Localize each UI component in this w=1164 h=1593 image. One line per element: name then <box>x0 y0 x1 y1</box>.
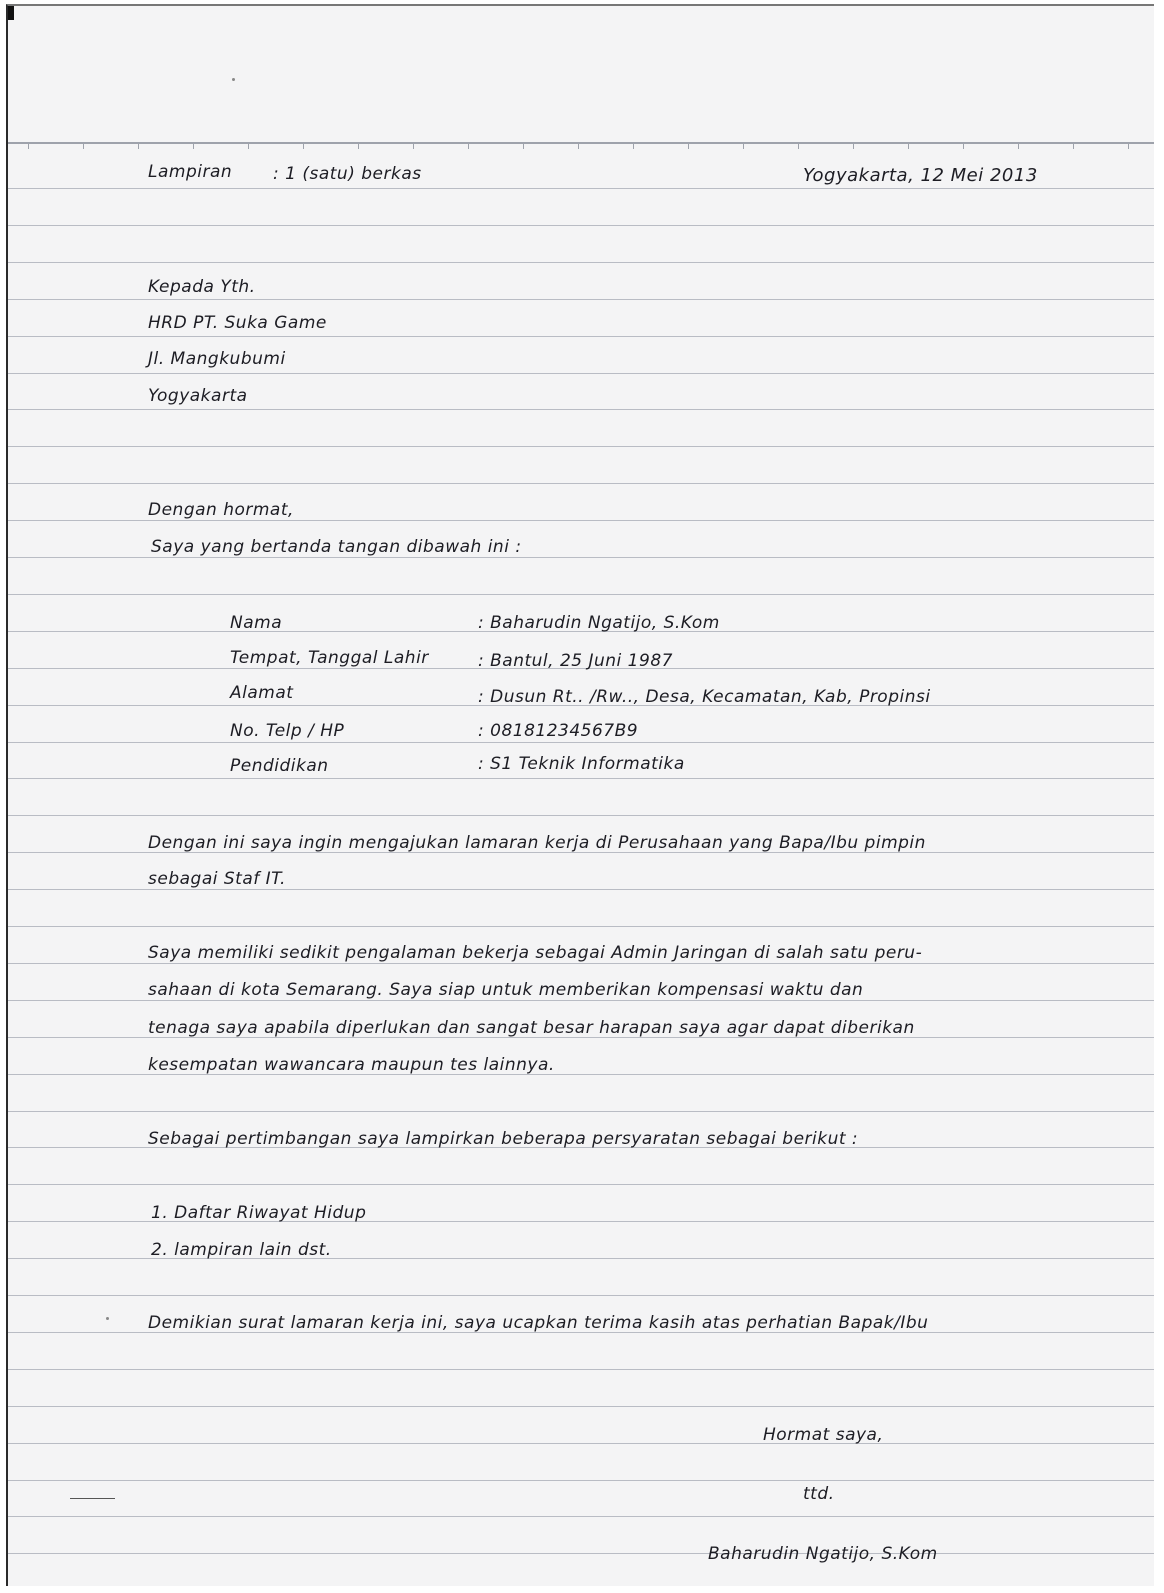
ruled-line <box>8 446 1154 447</box>
paragraph-2-line-4: kesempatan wawancara maupun tes lainnya. <box>148 1055 555 1075</box>
ruled-line <box>8 262 1154 263</box>
ruled-line <box>8 1406 1154 1407</box>
greeting: Dengan hormat, <box>148 500 294 520</box>
top-margin-line <box>8 142 1154 144</box>
intro-line: Saya yang bertanda tangan dibawah ini : <box>151 537 522 557</box>
attachment-label: Lampiran <box>148 162 233 182</box>
ruled-line <box>8 299 1154 300</box>
ruled-line <box>8 742 1154 743</box>
paragraph-2-line-2: sahaan di kota Semarang. Saya siap untuk memberikan kompensasi waktu dan <box>148 980 864 1000</box>
ruled-line <box>8 1480 1154 1481</box>
recipient-line-2: HRD PT. Suka Game <box>148 313 327 333</box>
ruled-line <box>8 1184 1154 1185</box>
stray-dot <box>232 78 235 81</box>
ruler-tick <box>413 143 414 149</box>
ruled-line <box>8 1553 1154 1554</box>
ruler-tick <box>83 143 84 149</box>
ruled-line <box>8 815 1154 816</box>
ruler-tick <box>193 143 194 149</box>
ruler-tick <box>963 143 964 149</box>
paragraph-1-line-2: sebagai Staf IT. <box>148 869 286 889</box>
identity-value: : Dusun Rt.. /Rw.., Desa, Kecamatan, Kab, Propinsi <box>478 687 931 707</box>
attachment-value: : 1 (satu) berkas <box>273 164 422 184</box>
recipient-line-3: Jl. Mangkubumi <box>148 349 286 369</box>
ruled-line <box>8 1369 1154 1370</box>
signature-salutation: Hormat saya, <box>763 1425 884 1445</box>
ruler-tick <box>688 143 689 149</box>
paragraph-2-line-3: tenaga saya apabila diperlukan dan sangat besar harapan saya agar dapat diberikan <box>148 1018 915 1038</box>
identity-label: Tempat, Tanggal Lahir <box>230 648 429 668</box>
notebook-page <box>6 4 1154 1586</box>
paragraph-1-line-1: Dengan ini saya ingin mengajukan lamaran kerja di Perusahaan yang Bapa/Ibu pimpin <box>148 833 926 853</box>
ruled-line <box>8 520 1154 521</box>
list-item: 1. Daftar Riwayat Hidup <box>151 1203 367 1223</box>
identity-label: No. Telp / HP <box>230 721 345 741</box>
identity-value: : 08181234567B9 <box>478 721 639 741</box>
identity-label: Pendidikan <box>230 756 329 776</box>
ruled-line <box>8 963 1154 964</box>
ruled-line <box>8 1111 1154 1112</box>
ruled-line <box>8 336 1154 337</box>
ruled-line <box>8 1000 1154 1001</box>
recipient-line-4: Yogyakarta <box>148 386 248 406</box>
identity-label: Alamat <box>230 683 294 703</box>
ruled-line <box>8 778 1154 779</box>
recipient-line-1: Kepada Yth. <box>148 277 256 297</box>
paragraph-3: Sebagai pertimbangan saya lampirkan beberapa persyaratan sebagai berikut : <box>148 1129 859 1149</box>
identity-label: Nama <box>230 613 283 633</box>
ruler-tick <box>633 143 634 149</box>
place-date: Yogyakarta, 12 Mei 2013 <box>803 165 1038 186</box>
ruled-line <box>8 1516 1154 1517</box>
ruled-line <box>8 483 1154 484</box>
scan-corner-mark <box>8 6 14 20</box>
ruled-line <box>8 926 1154 927</box>
ruler-tick <box>248 143 249 149</box>
closing-line: Demikian surat lamaran kerja ini, saya ucapkan terima kasih atas perhatian Bapak/Ibu <box>148 1313 929 1333</box>
ruled-line <box>8 594 1154 595</box>
stray-mark <box>70 1498 115 1499</box>
ruler-tick <box>523 143 524 149</box>
ruler-tick <box>358 143 359 149</box>
ruler-tick <box>1073 143 1074 149</box>
ruler-tick <box>138 143 139 149</box>
ruler-tick <box>1128 143 1129 149</box>
list-item: 2. lampiran lain dst. <box>151 1240 332 1260</box>
identity-value: : Bantul, 25 Juni 1987 <box>478 651 673 671</box>
ruled-line <box>8 188 1154 189</box>
ruler-tick <box>1018 143 1019 149</box>
ruler-tick <box>468 143 469 149</box>
ruler-tick <box>853 143 854 149</box>
ruler-tick <box>578 143 579 149</box>
ruled-line <box>8 409 1154 410</box>
identity-value: : Baharudin Ngatijo, S.Kom <box>478 613 720 633</box>
signature-ttd: ttd. <box>803 1484 835 1504</box>
identity-value: : S1 Teknik Informatika <box>478 754 685 774</box>
ruled-line <box>8 889 1154 890</box>
ruled-line <box>8 373 1154 374</box>
ruled-line <box>8 1443 1154 1444</box>
ruler-tick <box>303 143 304 149</box>
ruled-line <box>8 225 1154 226</box>
ruled-line <box>8 1295 1154 1296</box>
ruler-tick <box>28 143 29 149</box>
signature-name: Baharudin Ngatijo, S.Kom <box>708 1544 938 1564</box>
paragraph-2-line-1: Saya memiliki sedikit pengalaman bekerja sebagai Admin Jaringan di salah satu peru- <box>148 943 923 963</box>
ruler-tick <box>798 143 799 149</box>
ruled-line <box>8 557 1154 558</box>
ruler-tick <box>743 143 744 149</box>
ruler-tick <box>908 143 909 149</box>
stray-dot <box>106 1317 109 1320</box>
